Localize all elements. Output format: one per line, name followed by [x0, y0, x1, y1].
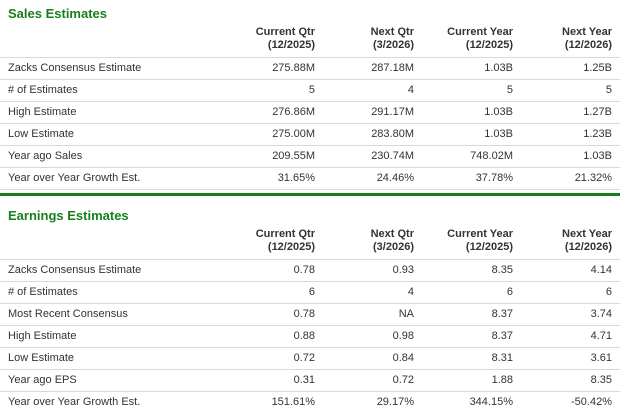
value-cell: 748.02M [422, 146, 521, 168]
value-cell: 3.61 [521, 348, 620, 370]
value-cell: 283.80M [323, 124, 422, 146]
table-row [0, 304, 620, 326]
col-header-label: Next Qtr [370, 228, 414, 240]
table-row [0, 348, 620, 370]
value-cell: 5 [224, 80, 323, 102]
row-label: Year ago EPS [0, 370, 224, 392]
col-header-period: (3/2026) [373, 241, 414, 253]
earnings-col-header-current-qtr [224, 228, 323, 260]
sales-estimates-table [0, 26, 620, 190]
value-cell: -50.42% [521, 392, 620, 409]
row-label: Zacks Consensus Estimate [0, 260, 224, 282]
value-cell: 4.14 [521, 260, 620, 282]
sales-col-header-next-qtr [323, 26, 422, 58]
sales-header-spacer [0, 26, 224, 58]
value-cell: 1.03B [422, 124, 521, 146]
col-header-label: Current Year [447, 26, 513, 38]
row-label: High Estimate [0, 326, 224, 348]
value-cell: 4 [323, 80, 422, 102]
value-cell: 276.86M [224, 102, 323, 124]
row-label: # of Estimates [0, 80, 224, 102]
table-row [0, 124, 620, 146]
row-label: Year over Year Growth Est. [0, 392, 224, 409]
col-header-label: Next Year [562, 26, 612, 38]
row-label: High Estimate [0, 102, 224, 124]
value-cell: 5 [422, 80, 521, 102]
earnings-header-row [0, 228, 620, 260]
table-row [0, 370, 620, 392]
value-cell: 8.37 [422, 326, 521, 348]
earnings-estimates-section [0, 196, 620, 409]
row-label: Zacks Consensus Estimate [0, 58, 224, 80]
earnings-col-header-current-year [422, 228, 521, 260]
sales-col-header-next-year [521, 26, 620, 58]
value-cell: 0.78 [224, 304, 323, 326]
table-row [0, 392, 620, 409]
value-cell: 8.35 [521, 370, 620, 392]
value-cell: 0.98 [323, 326, 422, 348]
value-cell: 29.17% [323, 392, 422, 409]
value-cell: 8.37 [422, 304, 521, 326]
sales-estimates-section [0, 0, 620, 190]
value-cell: 4.71 [521, 326, 620, 348]
value-cell: 0.72 [224, 348, 323, 370]
value-cell: 21.32% [521, 168, 620, 190]
table-row [0, 102, 620, 124]
value-cell: 6 [224, 282, 323, 304]
value-cell: 209.55M [224, 146, 323, 168]
value-cell: 6 [422, 282, 521, 304]
table-row [0, 80, 620, 102]
row-label: Low Estimate [0, 124, 224, 146]
earnings-col-header-next-year [521, 228, 620, 260]
row-label: Year ago Sales [0, 146, 224, 168]
col-header-label: Current Year [447, 228, 513, 240]
row-label: Low Estimate [0, 348, 224, 370]
value-cell: 1.03B [422, 58, 521, 80]
value-cell: 0.84 [323, 348, 422, 370]
value-cell: 0.88 [224, 326, 323, 348]
value-cell: 1.27B [521, 102, 620, 124]
value-cell: 151.61% [224, 392, 323, 409]
value-cell: 1.88 [422, 370, 521, 392]
value-cell: 4 [323, 282, 422, 304]
value-cell: 344.15% [422, 392, 521, 409]
value-cell: 24.46% [323, 168, 422, 190]
value-cell: 230.74M [323, 146, 422, 168]
col-header-period: (12/2025) [267, 241, 315, 253]
value-cell: 8.31 [422, 348, 521, 370]
col-header-period: (3/2026) [373, 39, 414, 51]
row-label: # of Estimates [0, 282, 224, 304]
value-cell: 0.93 [323, 260, 422, 282]
col-header-label: Next Qtr [370, 26, 414, 38]
value-cell: 31.65% [224, 168, 323, 190]
value-cell: 287.18M [323, 58, 422, 80]
col-header-period: (12/2025) [465, 39, 513, 51]
value-cell: 275.88M [224, 58, 323, 80]
earnings-section-title: Earnings Estimates [8, 208, 129, 223]
table-row [0, 282, 620, 304]
col-header-period: (12/2026) [564, 241, 612, 253]
sales-header-row [0, 26, 620, 58]
col-header-period: (12/2026) [564, 39, 612, 51]
value-cell: 275.00M [224, 124, 323, 146]
value-cell: 6 [521, 282, 620, 304]
col-header-label: Current Qtr [255, 228, 315, 240]
value-cell: 8.35 [422, 260, 521, 282]
table-row [0, 260, 620, 282]
table-row [0, 168, 620, 190]
earnings-col-header-next-qtr [323, 228, 422, 260]
value-cell: NA [323, 304, 422, 326]
value-cell: 0.31 [224, 370, 323, 392]
value-cell: 0.78 [224, 260, 323, 282]
table-row [0, 326, 620, 348]
row-label: Most Recent Consensus [0, 304, 224, 326]
sales-section-title: Sales Estimates [8, 6, 108, 21]
value-cell: 0.72 [323, 370, 422, 392]
col-header-period: (12/2025) [465, 241, 513, 253]
value-cell: 3.74 [521, 304, 620, 326]
value-cell: 37.78% [422, 168, 521, 190]
table-row [0, 58, 620, 80]
sales-col-header-current-qtr [224, 26, 323, 58]
value-cell: 5 [521, 80, 620, 102]
value-cell: 1.03B [521, 146, 620, 168]
row-label: Year over Year Growth Est. [0, 168, 224, 190]
table-row [0, 146, 620, 168]
value-cell: 1.03B [422, 102, 521, 124]
value-cell: 1.25B [521, 58, 620, 80]
sales-col-header-current-year [422, 26, 521, 58]
value-cell: 1.23B [521, 124, 620, 146]
col-header-label: Current Qtr [255, 26, 315, 38]
value-cell: 291.17M [323, 102, 422, 124]
col-header-label: Next Year [562, 228, 612, 240]
earnings-header-spacer [0, 228, 224, 260]
earnings-estimates-table [0, 228, 620, 409]
col-header-period: (12/2025) [267, 39, 315, 51]
